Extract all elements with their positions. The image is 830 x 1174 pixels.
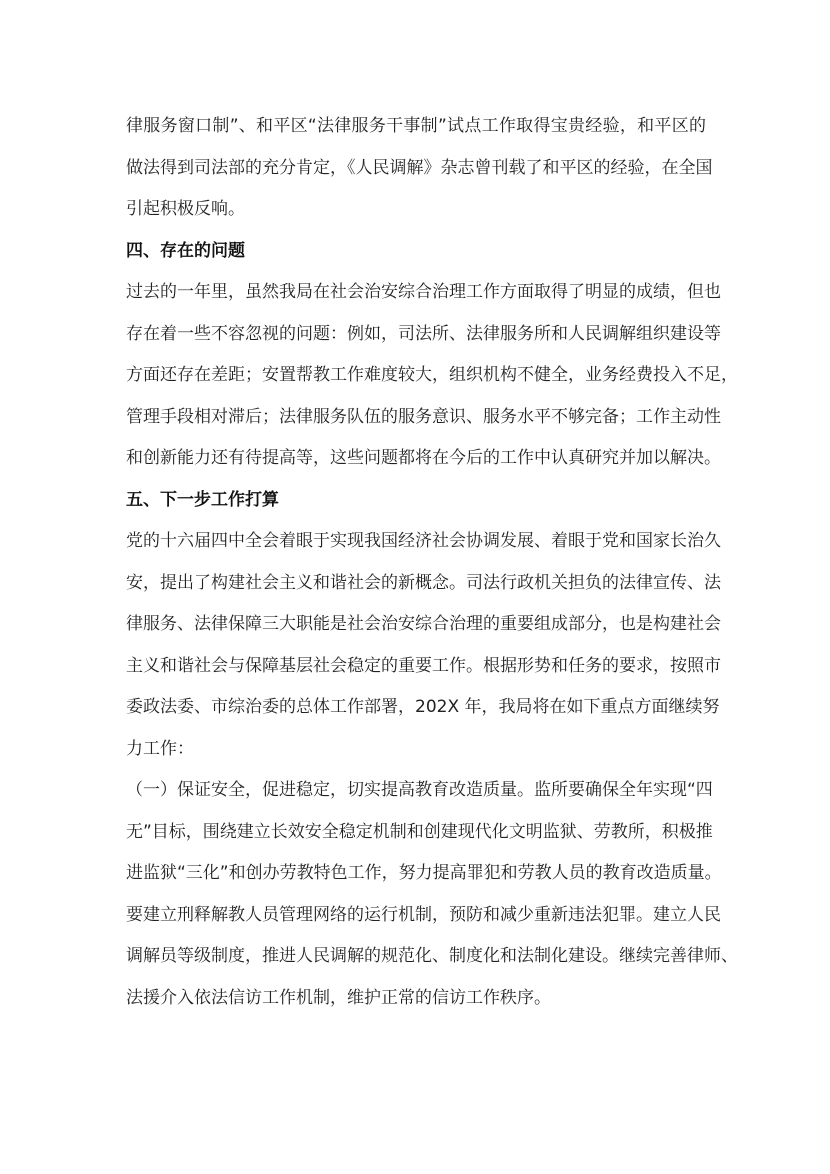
paragraph-line: 进监狱“三化”和创办劳教特色工作，努力提高罪犯和劳教人员的教育改造质量。 [126,863,722,883]
paragraph [126,521,721,770]
paragraph-line: 律服务窗口制”、和平区“法律服务干事制”试点工作取得宝贵经验，和平区的 [126,116,706,136]
paragraph-line: 法援介入依法信访工作机制，维护正常的信访工作秩序。 [126,987,551,1008]
paragraph-line: 主义和谐社会与保障基层社会稳定的重要工作。根据形势和任务的要求，按照市 [126,655,721,676]
paragraph-line: 安，提出了构建社会主义和谐社会的新概念。司法行政机关担负的法律宣传、法 [126,572,721,593]
heading-text: 五、下一步工作打算 [126,489,279,510]
document-body [126,106,738,1019]
paragraph [126,272,738,480]
paragraph-line: 做法得到司法部的充分肯定，《人民调解》杂志曾刊载了和平区的经验，在全国 [126,157,713,178]
paragraph-line: 力工作： [126,738,194,759]
paragraph-line: 调解员等级制度，推进人民调解的规范化、制度化和法制化建设。继续完善律师、 [126,946,738,966]
paragraph-line: 过去的一年里，虽然我局在社会治安综合治理工作方面取得了明显的成绩，但也 [126,282,721,302]
paragraph-line: 委政法委、市综治委的总体工作部署，202X 年，我局将在如下重点方面继续努 [126,697,720,717]
section-heading [126,480,706,522]
paragraph-line: 党的十六届四中全会着眼于实现我国经济社会协调发展、着眼于党和国家长治久 [126,531,721,551]
paragraph-line: 无”目标，围绕建立长效安全稳定机制和创建现代化文明监狱、劳教所，积极推 [126,821,713,842]
paragraph-line: 和创新能力还有待提高等，这些问题都将在今后的工作中认真研究并加以解决。 [126,448,721,468]
paragraph-line: 存在着一些不容忽视的问题：例如，司法所、法律服务所和人民调解组织建设等 [126,323,721,344]
paragraph-line: 方面还存在差距；安置帮教工作难度较大，组织机构不健全，业务经费投入不足， [126,365,738,385]
paragraph-line: 要建立刑释解教人员管理网络的运行机制，预防和减少重新违法犯罪。建立人民 [126,904,721,925]
paragraph [126,770,738,1019]
heading-text: 四、存在的问题 [126,240,245,261]
paragraph-line: （一）保证安全，促进稳定，切实提高教育改造质量。监所要确保全年实现“四 [126,780,713,800]
paragraph-line: 引起积极反响。 [126,199,245,219]
paragraph-line: 律服务、法律保障三大职能是社会治安综合治理的重要组成部分，也是构建社会 [126,614,721,634]
paragraph-line: 管理手段相对滞后；法律服务队伍的服务意识、服务水平不够完备；工作主动性 [126,406,721,427]
paragraph [126,106,713,231]
section-heading [126,231,706,273]
